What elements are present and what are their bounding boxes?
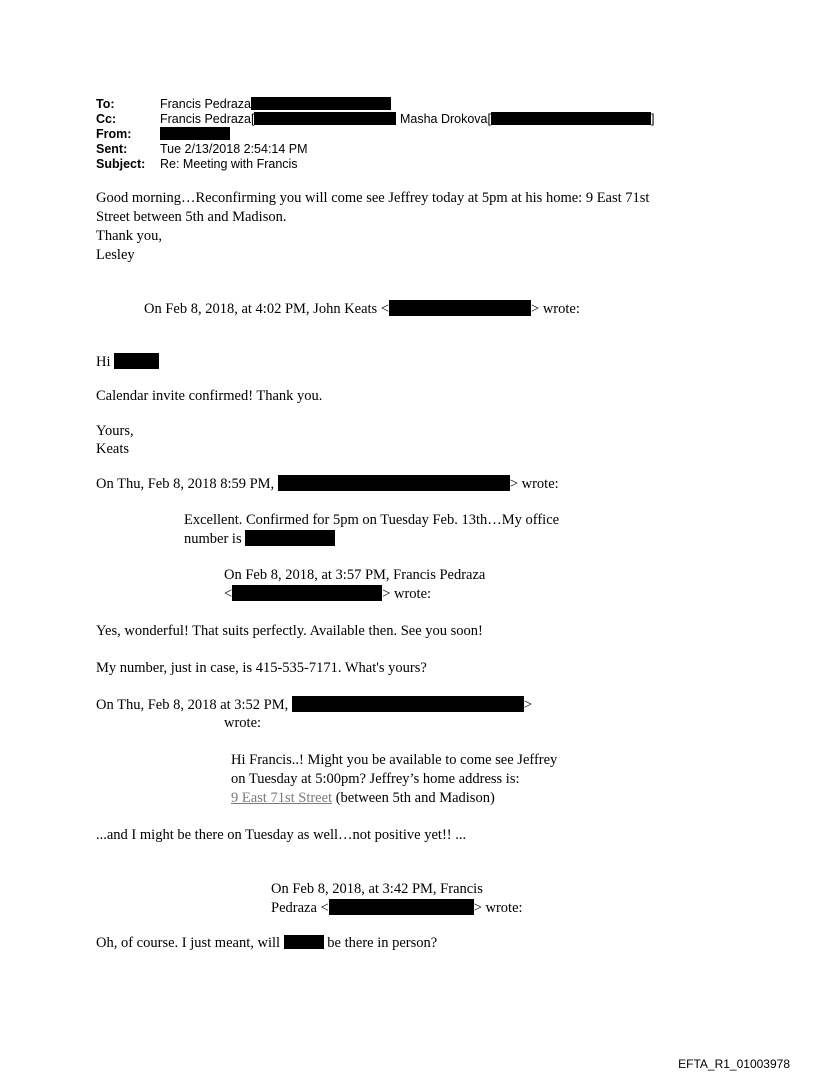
office-number-line	[184, 530, 335, 549]
body-text: be there in person?	[323, 935, 438, 951]
to-name: Francis Pedraza	[160, 97, 252, 111]
quote-header-3: On Feb 8, 2018, at 3:57 PM, Francis Pedraza	[224, 567, 486, 583]
signature-line: Lesley	[96, 247, 135, 263]
signature-line: Keats	[96, 441, 130, 457]
redaction-block	[254, 112, 396, 125]
cc-close: ]	[650, 112, 655, 126]
quote-header-text: Pedraza <	[271, 900, 329, 916]
redaction-block	[389, 300, 531, 316]
quote-header-text: > wrote:	[382, 586, 432, 602]
redaction-block	[232, 585, 382, 601]
subject-value: Re: Meeting with Francis	[160, 157, 298, 171]
quote-header-1	[144, 300, 580, 319]
redaction-block	[251, 97, 391, 110]
sent-label: Sent:	[96, 142, 128, 156]
redaction-block	[160, 127, 230, 140]
greeting-text: Hi	[96, 354, 111, 370]
redaction-block	[114, 353, 159, 369]
cc-value	[160, 112, 654, 127]
greeting-line	[96, 353, 159, 372]
redaction-block	[245, 530, 335, 546]
quote-header-text: > wrote:	[509, 476, 559, 492]
quote-header-text: > wrote:	[473, 900, 523, 916]
body-line: Yes, wonderful! That suits perfectly. Available then. See you soon!	[96, 623, 483, 639]
sent-value: Tue 2/13/2018 2:54:14 PM	[160, 142, 308, 156]
quote-header-4-wrote: wrote:	[224, 715, 262, 731]
quote-header-text: On Feb 8, 2018, at 4:02 PM, John Keats <	[144, 301, 390, 317]
quote-header-3-line2	[224, 585, 431, 604]
body-line: Street between 5th and Madison.	[96, 209, 287, 225]
quote-header-4	[96, 696, 532, 715]
quote-header-text: > wrote:	[531, 301, 580, 317]
redaction-block	[292, 696, 524, 712]
body-line: Thank you,	[96, 228, 163, 244]
address-link[interactable]: 9 East 71st Street	[231, 790, 333, 806]
document-id: EFTA_R1_01003978	[678, 1057, 790, 1071]
body-line: Good morning…Reconfirming you will come see Jeffrey today at 5pm at his home: 9 East 71st	[96, 190, 650, 206]
to-value	[160, 97, 391, 112]
body-text: number is	[184, 531, 242, 547]
body-text: Oh, of course. I just meant, will	[96, 935, 281, 951]
quote-header-5-line2	[271, 899, 523, 918]
quote-header-text: On Thu, Feb 8, 2018 at 3:52 PM,	[96, 697, 289, 713]
cc-name-2: Masha Drokova[	[399, 112, 491, 126]
body-line: Yours,	[96, 423, 134, 439]
from-value	[160, 127, 230, 142]
question-line	[96, 934, 437, 953]
quote-header-5: On Feb 8, 2018, at 3:42 PM, Francis	[271, 881, 483, 897]
body-line: My number, just in case, is 415-535-7171. What's yours?	[96, 660, 427, 676]
redaction-block	[329, 899, 474, 915]
quote-header-text: On Thu, Feb 8, 2018 8:59 PM,	[96, 476, 275, 492]
quote-header-2	[96, 475, 559, 494]
body-line: ...and I might be there on Tuesday as well…not positive yet!! ...	[96, 827, 467, 843]
cc-name-1: Francis Pedraza[	[160, 112, 255, 126]
subject-label: Subject:	[96, 157, 146, 171]
to-label: To:	[96, 97, 115, 111]
cc-label: Cc:	[96, 112, 117, 126]
body-line: Excellent. Confirmed for 5pm on Tuesday Feb. 13th…My office	[184, 512, 560, 528]
body-line: Calendar invite confirmed! Thank you.	[96, 388, 323, 404]
body-line: Hi Francis..! Might you be available to come see Jeffrey	[231, 752, 558, 768]
from-label: From:	[96, 127, 132, 141]
redaction-block	[284, 935, 324, 949]
redaction-block	[278, 475, 510, 491]
address-text: (between 5th and Madison)	[332, 790, 495, 806]
redaction-block	[491, 112, 651, 125]
body-line: on Tuesday at 5:00pm? Jeffrey’s home address is:	[231, 771, 520, 787]
address-line	[231, 789, 495, 808]
quote-header-text: <	[224, 586, 233, 602]
quote-header-text: >	[523, 697, 533, 713]
